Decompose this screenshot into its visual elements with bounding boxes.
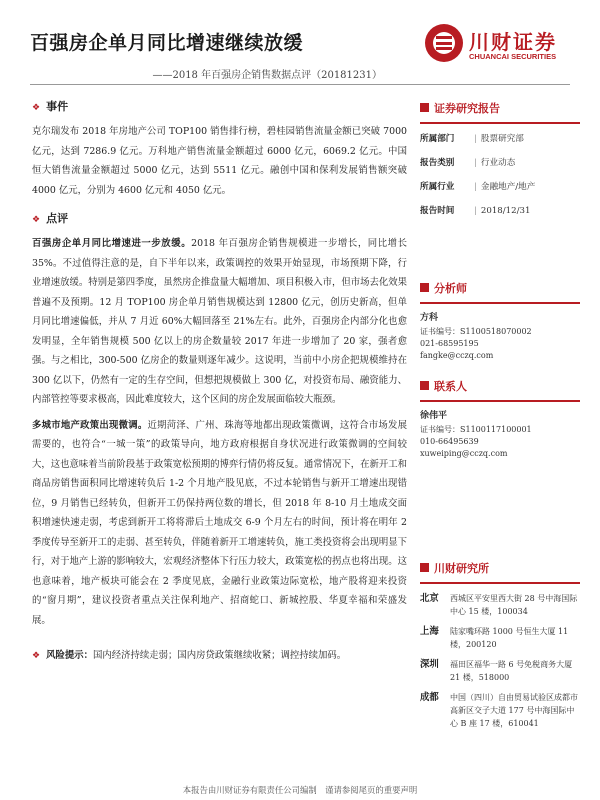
square-bullet-icon — [420, 103, 429, 112]
contact-card — [420, 410, 580, 460]
report-title: 百强房企单月同比增速继续放缓 — [30, 32, 304, 54]
report-header — [0, 0, 600, 81]
contact-email[interactable]: xuweiping@cczq.com — [420, 449, 508, 458]
report-info-row: 报告类别 | 行业动态 — [420, 158, 516, 168]
contact-cert: 证书编号：S1100117100001 — [420, 425, 532, 434]
report-info-row: 报告时间 | 2018/12/31 — [420, 206, 531, 216]
risk-notice — [32, 648, 407, 664]
square-bullet-icon — [420, 563, 429, 572]
contact-heading: 联系人 — [420, 378, 580, 402]
page-footer: 本报告由川财证券有限责任公司编制 谨请参阅尾页的重要声明 — [182, 785, 418, 795]
risk-text: 国内经济持续走弱；国内房贷政策继续收紧；调控持续加码。 — [92, 650, 347, 661]
company-logo — [425, 24, 575, 64]
review-heading: ❖ 点评 — [32, 212, 69, 225]
office-item: 成都 中国（四川）自由贸易试验区成都市高新区交子大道 177 号中海国际中心 B 座 17 楼，610041 — [420, 692, 578, 728]
review-paragraph-2 — [32, 416, 407, 631]
header-divider — [30, 84, 570, 85]
report-info-heading: 证券研究报告 — [420, 100, 580, 124]
diamond-bullet-icon: ❖ — [32, 103, 41, 113]
analyst-cert: 证书编号：S1100518070002 — [420, 327, 532, 336]
contact-phone: 010-66495639 — [420, 437, 479, 446]
review-paragraph-1 — [32, 234, 407, 410]
analyst-phone: 021-68595195 — [420, 339, 479, 348]
review-paragraph-2-lead: 多城市地产政策出现微调。 — [32, 419, 148, 431]
office-item: 上海 陆家嘴环路 1000 号恒生大厦 11 楼，200120 — [420, 626, 569, 649]
logo-mark-icon — [425, 24, 463, 62]
diamond-bullet-icon: ❖ — [32, 215, 41, 225]
analyst-card — [420, 312, 580, 362]
report-info-row: 所属行业 | 金融地产/地产 — [420, 182, 536, 192]
offices-heading: 川财研究所 — [420, 560, 580, 584]
office-item: 深圳 福田区福华一路 6 号免税商务大厦 21 楼，518000 — [420, 659, 573, 682]
events-paragraph: 克尔瑞发布 2018 年房地产公司 TOP100 销售排行榜，碧桂园销售流量金额已突破 7000 亿元，达到 7286.9 亿元。万科地产销售流量金额超过 6000 亿元，6069.2 亿元。中国恒大销售流量金额超过 5000 亿元，达到 5511 亿元。融创中国和保利发展销售额突破 4000 亿元，分别为 4600 亿元和 4050 亿元。 — [32, 126, 407, 196]
sidebar — [420, 100, 580, 737]
risk-label: 风险提示： — [46, 650, 93, 661]
square-bullet-icon — [420, 283, 429, 292]
review-paragraph-1-text: 2018 年百强房企销售规模进一步增长，同比增长 35%。不过值得注意的是，自下半年以来，政策调控的效果开始显现，市场预期下降，行业增速放缓。特别是第四季度，虽然房企推盘量大幅增加、项目积极入市，但市场去化效果普遍不及预期。12 月 TOP100 房企单月销售规模达到 12800 亿元，创历史新高，但单月同比增速偏低，并从 7 月近 60%大幅回落至 21%左右。此外，百强房企内部分化也愈发明显，全年销售规模 500 亿以上的房企数量较 2017 年进一步增加了 20 家，强者愈强。与之相比，300-500 亿房企的数量则逐年减少。这说明，当前中小房企把规模维持在 300 亿以下，仍然有一定的生存空间，但想把规模做上 300 亿，对投资布局、融资能力、内部管控等要求极高，因此难度较大，这个区间的房企发展面临较大瓶颈。 — [32, 238, 408, 405]
report-info-row: 所属部门 | 股票研究部 — [420, 134, 524, 144]
report-subtitle: ——2018 年百强房企销售数据点评（20181231） — [152, 70, 382, 81]
events-heading: ❖ 事件 — [32, 100, 69, 113]
main-column — [32, 92, 407, 664]
logo-english-name: CHUANCAI SECURITIES — [469, 52, 557, 61]
square-bullet-icon — [420, 381, 429, 390]
analyst-name: 方科 — [420, 313, 439, 323]
diamond-bullet-icon: ❖ — [32, 651, 41, 661]
analyst-heading: 分析师 — [420, 280, 580, 304]
analyst-email[interactable]: fangke@cczq.com — [420, 351, 494, 360]
logo-name: 川财证券 — [469, 30, 557, 54]
review-paragraph-1-lead: 百强房企单月同比增速进一步放缓。 — [32, 238, 192, 249]
contact-name: 徐伟平 — [420, 411, 448, 421]
office-item: 北京 西城区平安里西大街 28 号中海国际中心 15 楼，100034 — [420, 593, 578, 616]
review-paragraph-2-text: 近期菏泽、广州、珠海等地都出现政策微调，这符合市场发展需要的，也符合“一城一策”的政策导向，地方政府根据自身状况进行政策微调的空间较大，这也意味着当前阶段基于政策宽松预期的博弈行情仍将反复。通常情况下，在新开工和商品房销售面积同比增速转负后 1-2 个月地产股见底，不过本轮销售与新开工增速出现错位，9 月销售已经转负，但新开工仍保持两位数的增长，但 2018 年 8-10 月土地成交面积增速快速走弱，考虑到新开工将将滞后土地成交 6-9 个月左右的时间，预计将在明年 2 季度传导至新开工的走弱、甚至转负，伴随着新开工增速转负，施工类投资将会出现明显下行，对于地产上游的影响较大，宏观经济整体下行压力较大，政策宽松的拐点也将出现。这也意味着，地产板块可能会在 2 季度见底，金融行业政策边际宽松，地产股将迎来投资的“窗月期”，建议投资者重点关注保利地产、招商蛇口、新城控股、华夏幸福和荣盛发展。 — [32, 419, 408, 626]
